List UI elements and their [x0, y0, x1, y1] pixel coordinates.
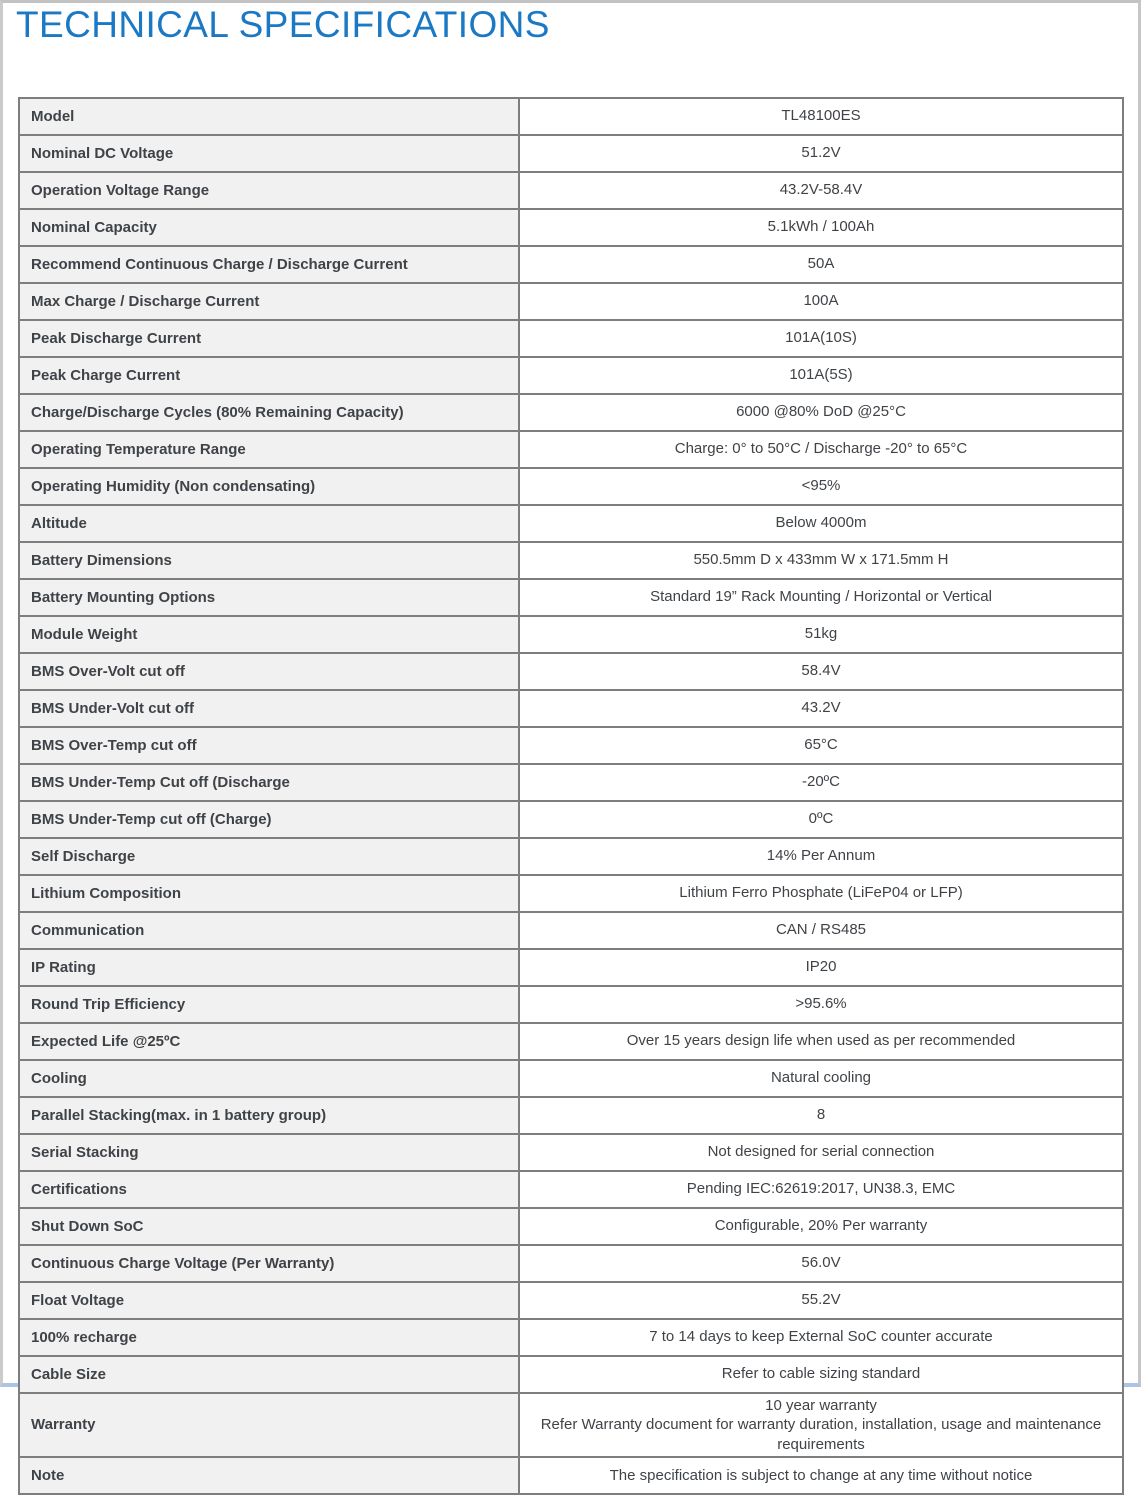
table-row	[19, 357, 1123, 394]
table-row	[19, 986, 1123, 1023]
table-row	[19, 1060, 1123, 1097]
spec-label: Round Trip Efficiency	[19, 986, 519, 1023]
table-row	[19, 283, 1123, 320]
spec-value: 55.2V	[519, 1282, 1123, 1319]
table-row	[19, 1457, 1123, 1494]
spec-value: >95.6%	[519, 986, 1123, 1023]
table-row	[19, 98, 1123, 135]
table-row	[19, 1208, 1123, 1245]
spec-value: Natural cooling	[519, 1060, 1123, 1097]
spec-label: BMS Under-Volt cut off	[19, 690, 519, 727]
table-row	[19, 1023, 1123, 1060]
table-row	[19, 1171, 1123, 1208]
spec-value: 5.1kWh / 100Ah	[519, 209, 1123, 246]
spec-value: 43.2V	[519, 690, 1123, 727]
spec-value: TL48100ES	[519, 98, 1123, 135]
spec-value: 101A(5S)	[519, 357, 1123, 394]
table-row	[19, 505, 1123, 542]
spec-label: Module Weight	[19, 616, 519, 653]
spec-value: Not designed for serial connection	[519, 1134, 1123, 1171]
spec-label: Cooling	[19, 1060, 519, 1097]
table-row	[19, 949, 1123, 986]
spec-value: 58.4V	[519, 653, 1123, 690]
table-row	[19, 1282, 1123, 1319]
spec-value: Lithium Ferro Phosphate (LiFeP04 or LFP)	[519, 875, 1123, 912]
spec-value: Standard 19” Rack Mounting / Horizontal or Vertical	[519, 579, 1123, 616]
spec-value: 8	[519, 1097, 1123, 1134]
spec-value: <95%	[519, 468, 1123, 505]
spec-label: Model	[19, 98, 519, 135]
table-row	[19, 764, 1123, 801]
table-row	[19, 690, 1123, 727]
spec-label: BMS Over-Volt cut off	[19, 653, 519, 690]
spec-value: CAN / RS485	[519, 912, 1123, 949]
spec-value: 65°C	[519, 727, 1123, 764]
spec-label: Battery Dimensions	[19, 542, 519, 579]
spec-label: BMS Over-Temp cut off	[19, 727, 519, 764]
table-row	[19, 912, 1123, 949]
spec-label: Battery Mounting Options	[19, 579, 519, 616]
spec-label: IP Rating	[19, 949, 519, 986]
table-row	[19, 653, 1123, 690]
spec-value: Configurable, 20% Per warranty	[519, 1208, 1123, 1245]
spec-value: 51.2V	[519, 135, 1123, 172]
table-row	[19, 838, 1123, 875]
spec-value: 100A	[519, 283, 1123, 320]
table-row	[19, 468, 1123, 505]
spec-label: Altitude	[19, 505, 519, 542]
spec-label: Lithium Composition	[19, 875, 519, 912]
spec-value: 14% Per Annum	[519, 838, 1123, 875]
table-row	[19, 431, 1123, 468]
table-row	[19, 727, 1123, 764]
spec-label: Self Discharge	[19, 838, 519, 875]
spec-label: Nominal Capacity	[19, 209, 519, 246]
spec-value: 550.5mm D x 433mm W x 171.5mm H	[519, 542, 1123, 579]
table-row	[19, 579, 1123, 616]
spec-label: Expected Life @25ºC	[19, 1023, 519, 1060]
table-row	[19, 616, 1123, 653]
spec-value: The specification is subject to change at any time without notice	[519, 1457, 1123, 1494]
spec-label: Recommend Continuous Charge / Discharge Current	[19, 246, 519, 283]
table-row	[19, 542, 1123, 579]
spec-label: Peak Discharge Current	[19, 320, 519, 357]
spec-label: Continuous Charge Voltage (Per Warranty)	[19, 1245, 519, 1282]
spec-label: Operating Temperature Range	[19, 431, 519, 468]
spec-label: Operating Humidity (Non condensating)	[19, 468, 519, 505]
table-row	[19, 246, 1123, 283]
spec-value: Below 4000m	[519, 505, 1123, 542]
spec-label: Shut Down SoC	[19, 1208, 519, 1245]
table-row	[19, 209, 1123, 246]
table-row	[19, 320, 1123, 357]
spec-value: 7 to 14 days to keep External SoC counter accurate	[519, 1319, 1123, 1356]
table-row	[19, 172, 1123, 209]
spec-value: 56.0V	[519, 1245, 1123, 1282]
table-row	[19, 135, 1123, 172]
spec-value: -20ºC	[519, 764, 1123, 801]
spec-label: Parallel Stacking(max. in 1 battery group)	[19, 1097, 519, 1134]
spec-label: BMS Under-Temp Cut off (Discharge	[19, 764, 519, 801]
spec-value: 0ºC	[519, 801, 1123, 838]
page-title: TECHNICAL SPECIFICATIONS	[16, 4, 550, 45]
table-row	[19, 1319, 1123, 1356]
table-row	[19, 801, 1123, 838]
spec-value: 6000 @80% DoD @25°C	[519, 394, 1123, 431]
spec-label: Float Voltage	[19, 1282, 519, 1319]
table-row	[19, 1134, 1123, 1171]
spec-value: Pending IEC:62619:2017, UN38.3, EMC	[519, 1171, 1123, 1208]
spec-label: Warranty	[19, 1393, 519, 1458]
spec-value: 10 year warranty Refer Warranty document for warranty duration, installation, usage and maintenance requirements	[519, 1393, 1123, 1458]
spec-value: 101A(10S)	[519, 320, 1123, 357]
spec-value: Refer to cable sizing standard	[519, 1356, 1123, 1393]
spec-value: Charge: 0° to 50°C / Discharge -20° to 65°C	[519, 431, 1123, 468]
table-row	[19, 1356, 1123, 1393]
spec-label: Certifications	[19, 1171, 519, 1208]
table-row	[19, 1393, 1123, 1458]
spec-label: Serial Stacking	[19, 1134, 519, 1171]
spec-label: Note	[19, 1457, 519, 1494]
spec-label: Nominal DC Voltage	[19, 135, 519, 172]
spec-value: Over 15 years design life when used as per recommended	[519, 1023, 1123, 1060]
spec-table	[18, 97, 1124, 1495]
table-row	[19, 875, 1123, 912]
spec-value: 51kg	[519, 616, 1123, 653]
spec-value: IP20	[519, 949, 1123, 986]
table-row	[19, 1245, 1123, 1282]
spec-value: 50A	[519, 246, 1123, 283]
spec-label: Charge/Discharge Cycles (80% Remaining Capacity)	[19, 394, 519, 431]
spec-label: 100% recharge	[19, 1319, 519, 1356]
spec-label: Cable Size	[19, 1356, 519, 1393]
spec-label: Peak Charge Current	[19, 357, 519, 394]
table-row	[19, 394, 1123, 431]
table-row	[19, 1097, 1123, 1134]
spec-label: Operation Voltage Range	[19, 172, 519, 209]
spec-label: BMS Under-Temp cut off (Charge)	[19, 801, 519, 838]
spec-table-body	[19, 98, 1123, 1495]
spec-label: Max Charge / Discharge Current	[19, 283, 519, 320]
spec-value: 43.2V-58.4V	[519, 172, 1123, 209]
spec-label: Communication	[19, 912, 519, 949]
